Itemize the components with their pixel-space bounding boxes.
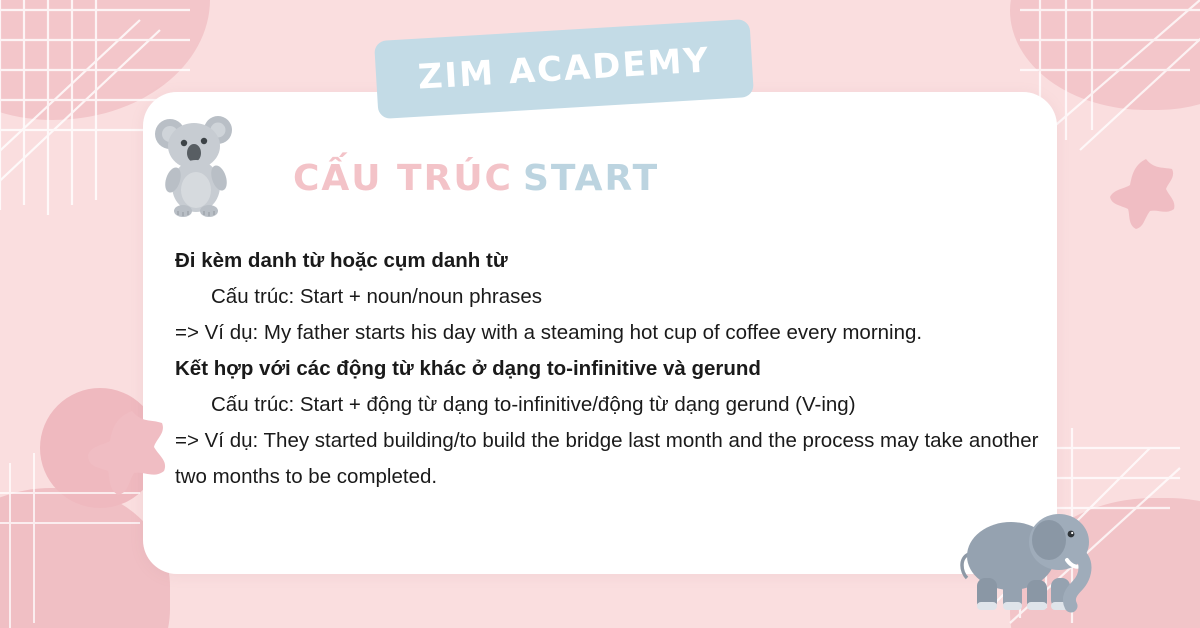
koala-illustration-icon	[152, 112, 248, 225]
section-one-title: Đi kèm danh từ hoặc cụm danh từ	[175, 249, 508, 272]
section-one-example: => Ví dụ: My father starts his day with a steaming hot cup of coffee every morning.	[175, 321, 923, 344]
section-one-structure: Cấu trúc: Start + noun/noun phrases	[211, 285, 543, 308]
lesson-body	[175, 243, 1055, 495]
section-two-structure: Cấu trúc: Start + động từ dạng to-infinitive/động từ dạng gerund (V-ing)	[211, 393, 856, 416]
section-two-example: => Ví dụ: They started building/to build the bridge last month and the process may take another two months to be completed.	[175, 429, 1039, 488]
page-title-part-two: START	[522, 158, 660, 199]
star-shape-left-icon	[88, 407, 174, 502]
page-title-part-one: CẤU TRÚC	[293, 158, 513, 199]
section-two-title: Kết hợp với các động từ khác ở dạng to-infinitive và gerund	[175, 357, 761, 380]
elephant-illustration-icon	[955, 490, 1095, 625]
page-title	[293, 158, 659, 199]
brand-label: ZIM ACADEMY	[416, 40, 712, 98]
star-shape-right-icon	[1110, 155, 1182, 238]
